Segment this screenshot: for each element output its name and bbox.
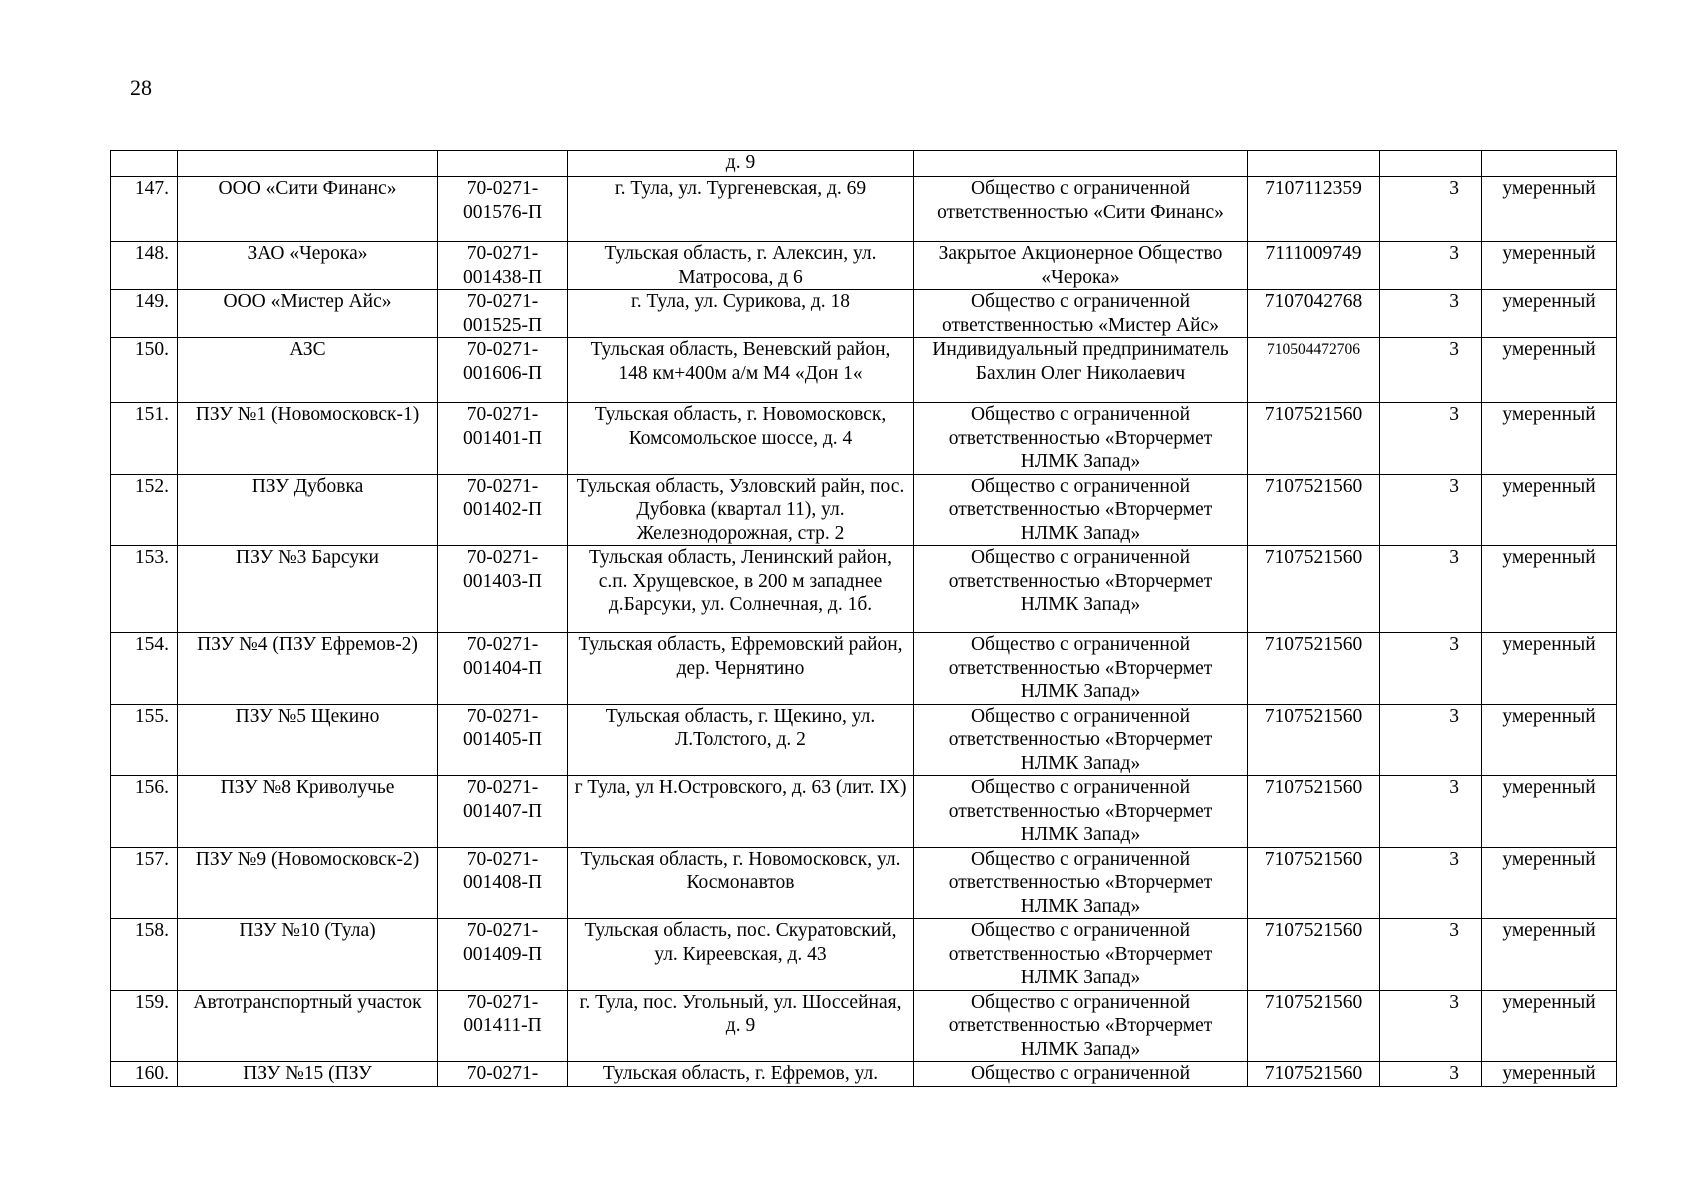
object-code-cell: 70-0271-001404-П: [438, 633, 568, 705]
category-cell: 3: [1380, 847, 1482, 919]
table-row: [111, 177, 1617, 242]
object-name-cell: ЗАО «Черока»: [178, 242, 438, 290]
row-number-cell: 148.: [111, 242, 178, 290]
owner-cell: Индивидуальный предприниматель Бахлин Олег Николаевич: [914, 338, 1248, 403]
address-cell: д. 9: [568, 151, 914, 177]
object-code-cell: 70-0271-001403-П: [438, 546, 568, 633]
inn-cell: 7107521560: [1248, 776, 1380, 848]
object-code-cell: 70-0271-001409-П: [438, 919, 568, 991]
row-number-cell: 156.: [111, 776, 178, 848]
object-code-cell: 70-0271-001402-П: [438, 474, 568, 546]
inn-cell: 710504472706: [1248, 338, 1380, 403]
inn-cell: [1248, 151, 1380, 177]
object-name-cell: ПЗУ №4 (ПЗУ Ефремов-2): [178, 633, 438, 705]
row-number-cell: 149.: [111, 290, 178, 338]
object-name-cell: [178, 151, 438, 177]
inn-cell: 7107521560: [1248, 546, 1380, 633]
row-number-cell: 154.: [111, 633, 178, 705]
object-name-cell: ПЗУ №15 (ПЗУ: [178, 1062, 438, 1087]
address-cell: Тульская область, Узловский райн, пос. Дубовка (квартал 11), ул. Железнодорожная, стр. 2: [568, 474, 914, 546]
owner-cell: Общество с ограниченной ответственностью «Мистер Айс»: [914, 290, 1248, 338]
row-number-cell: 160.: [111, 1062, 178, 1087]
table-row: [111, 1062, 1617, 1087]
object-name-cell: ПЗУ №3 Барсуки: [178, 546, 438, 633]
owner-cell: Общество с ограниченной ответственностью «Вторчермет НЛМК Запад»: [914, 776, 1248, 848]
risk-level-cell: умеренный: [1482, 338, 1617, 403]
inn-cell: 7107042768: [1248, 290, 1380, 338]
address-cell: г. Тула, ул. Сурикова, д. 18: [568, 290, 914, 338]
object-code-cell: 70-0271-001525-П: [438, 290, 568, 338]
risk-level-cell: [1482, 151, 1617, 177]
object-name-cell: ООО «Мистер Айс»: [178, 290, 438, 338]
inn-cell: 7107521560: [1248, 1062, 1380, 1087]
address-cell: г. Тула, ул. Тургеневская, д. 69: [568, 177, 914, 242]
category-cell: 3: [1380, 633, 1482, 705]
object-name-cell: ПЗУ №1 (Новомосковск-1): [178, 403, 438, 475]
address-cell: Тульская область, г. Ефремов, ул.: [568, 1062, 914, 1087]
risk-level-cell: умеренный: [1482, 403, 1617, 475]
address-cell: Тульская область, г. Алексин, ул. Матросова, д 6: [568, 242, 914, 290]
risk-level-cell: умеренный: [1482, 633, 1617, 705]
table-row: [111, 242, 1617, 290]
inn-cell: 7107521560: [1248, 474, 1380, 546]
owner-cell: Общество с ограниченной ответственностью «Вторчермет НЛМК Запад»: [914, 990, 1248, 1062]
category-cell: 3: [1380, 403, 1482, 475]
table-row: [111, 338, 1617, 403]
inn-cell: 7107521560: [1248, 704, 1380, 776]
risk-level-cell: умеренный: [1482, 242, 1617, 290]
owner-cell: Общество с ограниченной ответственностью «Сити Финанс»: [914, 177, 1248, 242]
owner-cell: Общество с ограниченной: [914, 1062, 1248, 1087]
object-code-cell: 70-0271-001408-П: [438, 847, 568, 919]
row-number-cell: [111, 151, 178, 177]
table-row: [111, 776, 1617, 848]
table-row: [111, 151, 1617, 177]
object-code-cell: 70-0271-001401-П: [438, 403, 568, 475]
risk-level-cell: умеренный: [1482, 776, 1617, 848]
table-body: [111, 151, 1617, 1087]
table-row: [111, 474, 1617, 546]
row-number-cell: 155.: [111, 704, 178, 776]
risk-level-cell: умеренный: [1482, 919, 1617, 991]
owner-cell: [914, 151, 1248, 177]
object-code-cell: 70-0271-001411-П: [438, 990, 568, 1062]
owner-cell: Общество с ограниченной ответственностью «Вторчермет НЛМК Запад»: [914, 704, 1248, 776]
row-number-cell: 151.: [111, 403, 178, 475]
category-cell: 3: [1380, 776, 1482, 848]
address-cell: г Тула, ул Н.Островского, д. 63 (лит. IX): [568, 776, 914, 848]
inn-cell: 7107521560: [1248, 633, 1380, 705]
object-name-cell: ПЗУ №8 Криволучье: [178, 776, 438, 848]
row-number-cell: 147.: [111, 177, 178, 242]
risk-level-cell: умеренный: [1482, 1062, 1617, 1087]
address-cell: Тульская область, Ленинский район, с.п. Хрущевское, в 200 м западнее д.Барсуки, ул. Солнечная, д. 1б.: [568, 546, 914, 633]
category-cell: 3: [1380, 704, 1482, 776]
category-cell: 3: [1380, 474, 1482, 546]
address-cell: Тульская область, пос. Скуратовский, ул. Киреевская, д. 43: [568, 919, 914, 991]
inn-cell: 7107112359: [1248, 177, 1380, 242]
risk-level-cell: умеренный: [1482, 177, 1617, 242]
table-row: [111, 847, 1617, 919]
owner-cell: Закрытое Акционерное Общество «Черока»: [914, 242, 1248, 290]
category-cell: 3: [1380, 290, 1482, 338]
object-name-cell: Автотранспортный участок: [178, 990, 438, 1062]
category-cell: 3: [1380, 177, 1482, 242]
table-row: [111, 990, 1617, 1062]
row-number-cell: 157.: [111, 847, 178, 919]
table-row: [111, 919, 1617, 991]
category-cell: 3: [1380, 242, 1482, 290]
category-cell: 3: [1380, 990, 1482, 1062]
row-number-cell: 153.: [111, 546, 178, 633]
object-code-cell: 70-0271-001405-П: [438, 704, 568, 776]
address-cell: Тульская область, г. Новомосковск, Комсомольское шоссе, д. 4: [568, 403, 914, 475]
category-cell: [1380, 151, 1482, 177]
risk-level-cell: умеренный: [1482, 474, 1617, 546]
risk-level-cell: умеренный: [1482, 847, 1617, 919]
table-row: [111, 290, 1617, 338]
object-name-cell: АЗС: [178, 338, 438, 403]
category-cell: 3: [1380, 546, 1482, 633]
owner-cell: Общество с ограниченной ответственностью «Вторчермет НЛМК Запад»: [914, 919, 1248, 991]
page-number: 28: [130, 75, 152, 100]
object-name-cell: ПЗУ Дубовка: [178, 474, 438, 546]
inn-cell: 7107521560: [1248, 847, 1380, 919]
risk-level-cell: умеренный: [1482, 546, 1617, 633]
row-number-cell: 158.: [111, 919, 178, 991]
inn-cell: 7111009749: [1248, 242, 1380, 290]
category-cell: 3: [1380, 1062, 1482, 1087]
object-name-cell: ПЗУ №10 (Тула): [178, 919, 438, 991]
owner-cell: Общество с ограниченной ответственностью «Вторчермет НЛМК Запад»: [914, 546, 1248, 633]
table-row: [111, 704, 1617, 776]
object-name-cell: ПЗУ №9 (Новомосковск-2): [178, 847, 438, 919]
table-row: [111, 403, 1617, 475]
row-number-cell: 159.: [111, 990, 178, 1062]
address-cell: Тульская область, г. Новомосковск, ул. Космонавтов: [568, 847, 914, 919]
owner-cell: Общество с ограниченной ответственностью «Вторчермет НЛМК Запад»: [914, 847, 1248, 919]
object-code-cell: 70-0271-001438-П: [438, 242, 568, 290]
address-cell: Тульская область, Ефремовский район, дер. Чернятино: [568, 633, 914, 705]
object-code-cell: 70-0271-: [438, 1062, 568, 1087]
object-name-cell: ПЗУ №5 Щекино: [178, 704, 438, 776]
owner-cell: Общество с ограниченной ответственностью «Вторчермет НЛМК Запад»: [914, 474, 1248, 546]
address-cell: Тульская область, Веневский район, 148 км+400м а/м М4 «Дон 1«: [568, 338, 914, 403]
object-name-cell: ООО «Сити Финанс»: [178, 177, 438, 242]
object-code-cell: 70-0271-001576-П: [438, 177, 568, 242]
inn-cell: 7107521560: [1248, 990, 1380, 1062]
row-number-cell: 150.: [111, 338, 178, 403]
object-code-cell: 70-0271-001606-П: [438, 338, 568, 403]
category-cell: 3: [1380, 919, 1482, 991]
address-cell: г. Тула, пос. Угольный, ул. Шоссейная, д. 9: [568, 990, 914, 1062]
object-code-cell: [438, 151, 568, 177]
risk-level-cell: умеренный: [1482, 704, 1617, 776]
risk-level-cell: умеренный: [1482, 990, 1617, 1062]
registry-table: [110, 150, 1617, 1087]
object-code-cell: 70-0271-001407-П: [438, 776, 568, 848]
owner-cell: Общество с ограниченной ответственностью «Вторчермет НЛМК Запад»: [914, 403, 1248, 475]
table-row: [111, 546, 1617, 633]
owner-cell: Общество с ограниченной ответственностью «Вторчермет НЛМК Запад»: [914, 633, 1248, 705]
inn-cell: 7107521560: [1248, 403, 1380, 475]
table-row: [111, 633, 1617, 705]
risk-level-cell: умеренный: [1482, 290, 1617, 338]
category-cell: 3: [1380, 338, 1482, 403]
row-number-cell: 152.: [111, 474, 178, 546]
address-cell: Тульская область, г. Щекино, ул. Л.Толстого, д. 2: [568, 704, 914, 776]
inn-cell: 7107521560: [1248, 919, 1380, 991]
